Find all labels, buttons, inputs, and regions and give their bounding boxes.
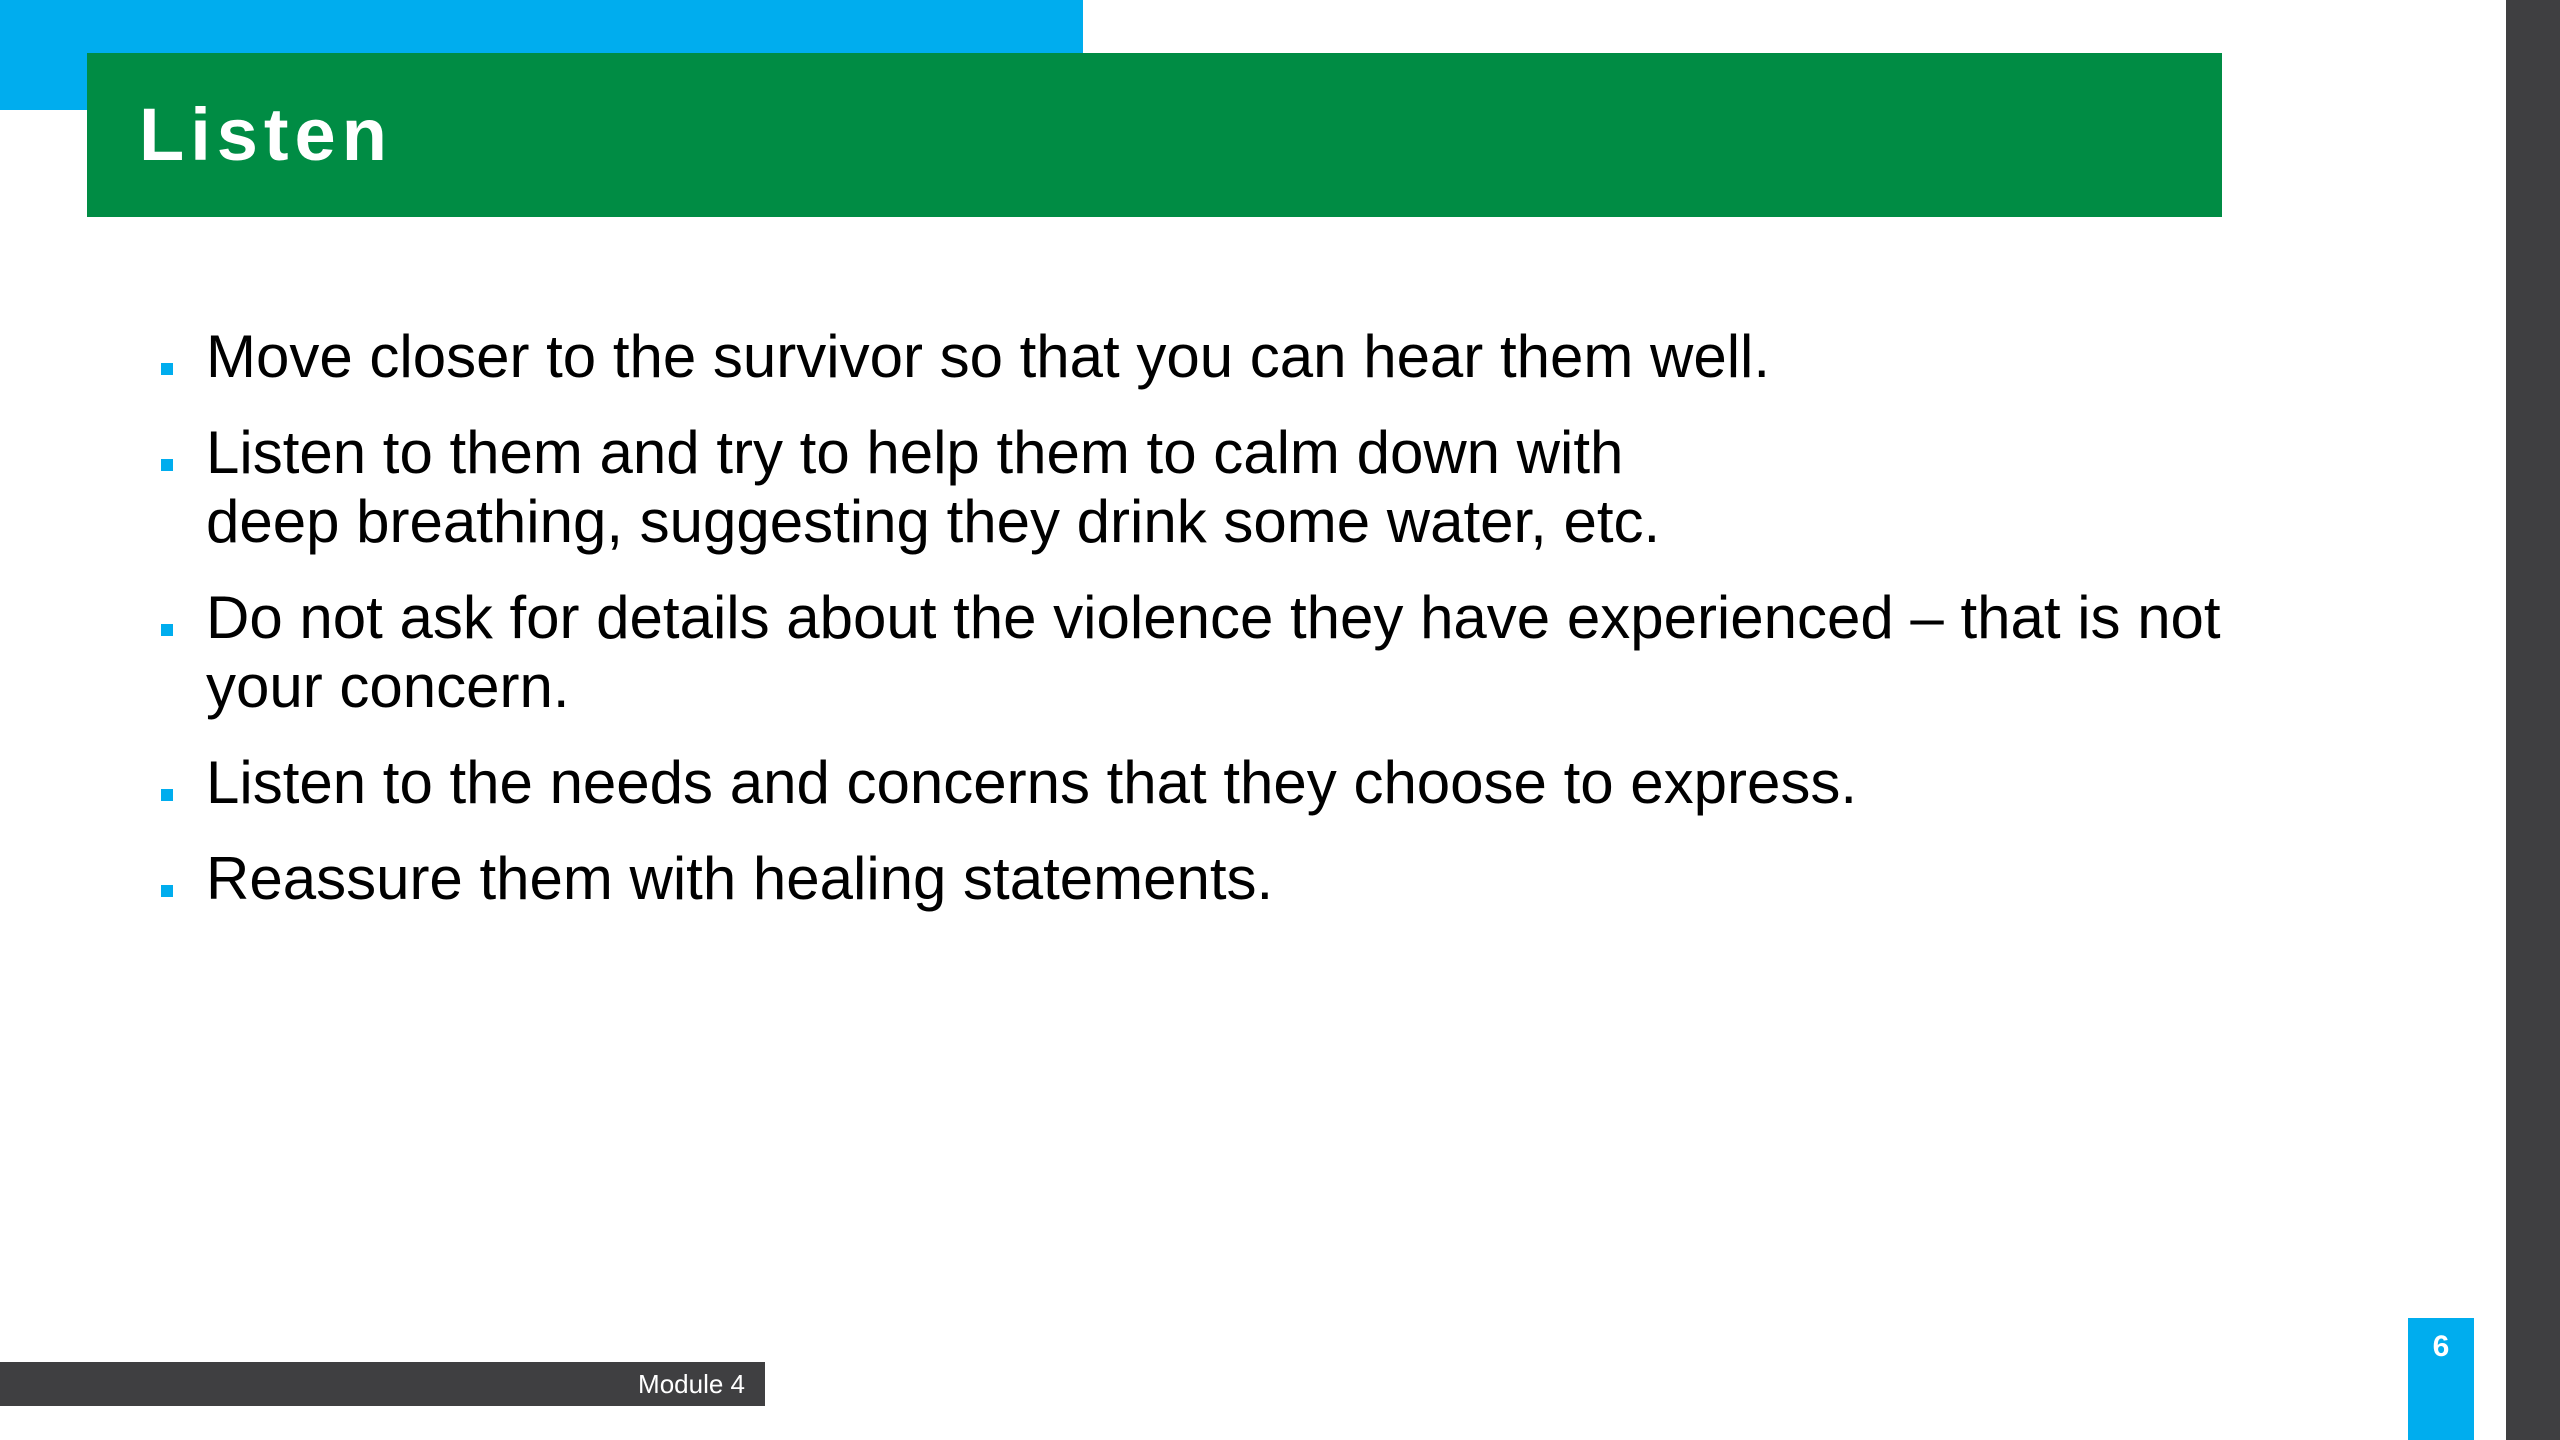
module-label: Module 4 [638, 1369, 745, 1399]
bullet-text-line: Do not ask for details about the violence they have experienced – that is not [206, 584, 2221, 651]
square-bullet-icon [161, 624, 173, 636]
square-bullet-icon [161, 789, 173, 801]
bullet-item [152, 322, 2412, 391]
bullet-item [152, 748, 2412, 817]
bullet-item [152, 844, 2412, 913]
square-bullet-icon [161, 459, 173, 471]
right-edge-bar [2506, 0, 2560, 1440]
bullet-text-line: Move closer to the survivor so that you can hear them well. [206, 323, 1771, 390]
bullet-item [152, 418, 2412, 556]
bullet-text-line: Reassure them with healing statements. [206, 845, 1274, 912]
bullet-text-line: Listen to the needs and concerns that they choose to express. [206, 749, 1858, 816]
square-bullet-icon [161, 885, 173, 897]
page-number-box [2408, 1318, 2474, 1440]
title-banner [87, 53, 2222, 217]
bullet-text-line: your concern. [206, 653, 570, 720]
square-bullet-icon [161, 363, 173, 375]
bullet-item [152, 583, 2412, 721]
bullet-text-line: Listen to them and try to help them to calm down with [206, 419, 1624, 486]
page-number: 6 [2432, 1330, 2450, 1363]
footer-bar [0, 1362, 765, 1406]
bullet-text-line: deep breathing, suggesting they drink some water, etc. [206, 488, 1661, 555]
bullet-list [152, 322, 2412, 940]
slide-title: Listen [139, 93, 393, 176]
